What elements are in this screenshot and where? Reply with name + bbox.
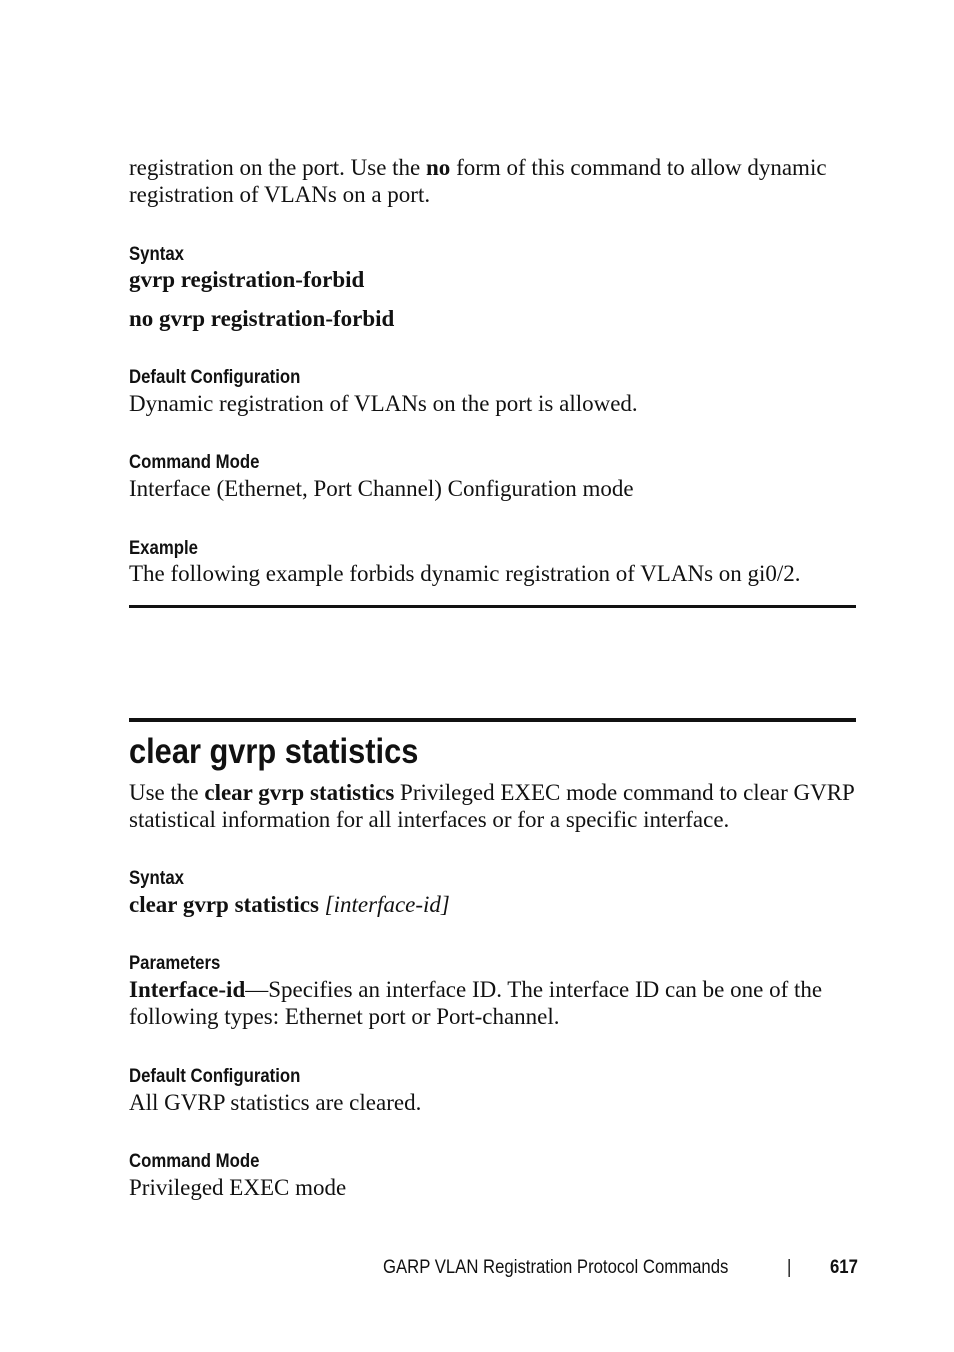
intro-paragraph: [129, 154, 856, 208]
description-line2: statistical information for all interfaces or for a specific interface.: [129, 807, 730, 832]
parameter-description: [129, 976, 856, 1030]
command-mode-heading-2: Command Mode: [129, 1150, 260, 1172]
default-config-text: Dynamic registration of VLANs on the port is allowed.: [129, 391, 638, 416]
parameter-text-line2: following types: Ethernet port or Port-channel.: [129, 1004, 560, 1029]
command-mode-heading: Command Mode: [129, 451, 260, 473]
section-end-rule: [129, 605, 856, 608]
syntax-command-2: clear gvrp statistics: [129, 892, 319, 917]
intro-text-line2: registration of VLANs on a port.: [129, 182, 431, 207]
syntax-command: gvrp registration-forbid: [129, 267, 365, 292]
default-config-text-2: All GVRP statistics are cleared.: [129, 1090, 422, 1115]
syntax-no-command: no gvrp registration-forbid: [129, 306, 395, 331]
description-text: Use the: [129, 780, 205, 805]
intro-text: registration on the port. Use the: [129, 155, 427, 180]
default-config-heading: Default Configuration: [129, 366, 301, 388]
parameter-text: —Specifies an interface ID. The interface ID can be one of the: [245, 977, 823, 1002]
intro-no-keyword: no: [426, 155, 451, 180]
command-mode-text-2: Privileged EXEC mode: [129, 1175, 347, 1200]
syntax-argument: [interface-id]: [324, 892, 450, 917]
description-text-cont: Privileged EXEC mode command to clear GVRP: [394, 780, 855, 805]
default-config-heading-2: Default Configuration: [129, 1065, 301, 1087]
syntax-heading-2: Syntax: [129, 867, 184, 889]
command-mode-text: Interface (Ethernet, Port Channel) Configuration mode: [129, 476, 634, 501]
parameters-heading: Parameters: [129, 952, 221, 974]
parameter-name: Interface-id: [129, 977, 246, 1002]
syntax-heading: Syntax: [129, 243, 184, 265]
intro-text-cont: form of this command to allow dynamic: [450, 155, 827, 180]
footer-chapter-title: GARP VLAN Registration Protocol Commands: [383, 1257, 729, 1278]
description-command: clear gvrp statistics: [204, 780, 395, 805]
footer-separator: |: [787, 1257, 792, 1278]
section-title: clear gvrp statistics: [129, 732, 419, 771]
example-text: The following example forbids dynamic registration of VLANs on gi0/2.: [129, 561, 801, 586]
section-top-rule: [129, 718, 856, 722]
page-number: 617: [830, 1257, 858, 1278]
section-description: [129, 779, 856, 833]
example-heading: Example: [129, 537, 198, 559]
syntax-line: [129, 891, 856, 918]
